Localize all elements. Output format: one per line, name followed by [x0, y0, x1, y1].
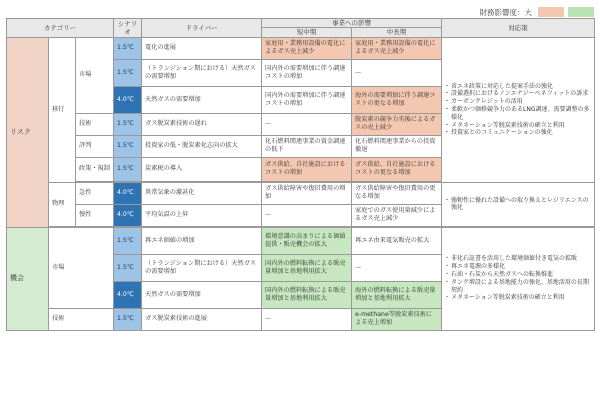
measure-item: ・ 投資家とのコミュニケーションの強化 [445, 129, 591, 137]
measures-transition [442, 37, 595, 182]
driver-cell: 炭素税の導入 [142, 157, 262, 181]
category-market: 市場 [76, 37, 114, 113]
impact-short-cell: 化石燃料関連事業の資金調達の低下 [262, 135, 352, 157]
impact-short-cell: 家庭用・業務用設備の電化によるガス売上減少 [262, 37, 352, 59]
header-short-mid: 短中期 [262, 28, 352, 37]
impact-short-cell: 国内外の需要増加に伴う調達コストの増加 [262, 59, 352, 86]
category-reputation: 評判 [76, 135, 114, 157]
measure-item: ・ 設備選択におけるノンエナジーベネフィットの訴求 [445, 90, 591, 98]
impact-long-cell: 脱炭素の競争力劣後によるガスの売上減少 [352, 113, 442, 135]
driver-cell: ガス脱炭素技術の遅れ [142, 113, 262, 135]
scenario-cell: 1.5℃ [114, 227, 142, 254]
impact-long-cell: 家庭でのガス使用量減少によるガス売上減少 [352, 204, 442, 226]
scenario-cell: 1.5℃ [114, 157, 142, 181]
measure-item: ・ メタネーション等脱炭素技術の確立と利用 [445, 122, 591, 130]
header-row-1 [7, 19, 595, 28]
scenario-cell: 1.5℃ [114, 37, 142, 59]
header-impact: 事業への影響 [262, 19, 442, 28]
header-scenario: シナリオ [114, 19, 142, 38]
driver-cell: 電化の進展 [142, 37, 262, 59]
impact-short-cell: — [262, 113, 352, 135]
category-tech: 技術 [76, 113, 114, 135]
driver-cell: ガス脱炭素技術の進展 [142, 308, 262, 330]
impact-long-cell: 化石燃料関連事業からの投資撤退 [352, 135, 442, 157]
measures-opportunity [442, 227, 595, 330]
impact-long-cell: 家庭用・業務用設備の電化によるガス売上減少 [352, 37, 442, 59]
measure-item: ・ 非化石証書を活用した環境価値付き電気の拡販 [445, 255, 591, 263]
driver-cell: 天然ガスの需要増加 [142, 86, 262, 113]
measure-item: ・ 石油・石炭から天然ガスへの転換推進 [445, 271, 591, 279]
impact-short-cell: 国内外の燃料転換による販売量増加と基地利用拡大 [262, 254, 352, 281]
impact-long-cell: e-methane等脱炭素技術による売上増加 [352, 308, 442, 330]
measure-item: ・ メタネーション等脱炭素技術の確立と利用 [445, 294, 591, 302]
driver-cell: 再エネ価値の増加 [142, 227, 262, 254]
driver-cell: 異常気象の激甚化 [142, 182, 262, 204]
scenario-cell: 1.5℃ [114, 308, 142, 330]
measure-item: ・ タンク増設による基地能力の強化、基地活用の長期契約 [445, 279, 591, 295]
impact-legend [480, 6, 595, 18]
driver-cell: （トランジション期における）天然ガスの需要増加 [142, 254, 262, 281]
table-row [7, 182, 595, 204]
impact-long-cell: ガス供給、自社施設におけるコストの更なる増加 [352, 157, 442, 181]
impact-long-cell: 再エネ由来電気販売の拡大 [352, 227, 442, 254]
category-risk: リスク [7, 37, 49, 227]
category-chronic: 慢性 [76, 204, 114, 226]
scenario-cell: 1.5℃ [114, 59, 142, 86]
impact-short-cell: 国内外の需要増加に伴う調達コストの増加 [262, 86, 352, 113]
category-opp-market: 市場 [49, 227, 114, 308]
scenario-cell: 4.0℃ [114, 86, 142, 113]
driver-cell: （トランジション期における）天然ガスの需要増加 [142, 59, 262, 86]
impact-short-cell: — [262, 204, 352, 226]
impact-long-cell: 海外の需要増加に伴う調達コストの更なる増加 [352, 86, 442, 113]
scenario-cell: 4.0℃ [114, 204, 142, 226]
scenario-cell: 1.5℃ [114, 113, 142, 135]
measure-item: ・ 再エネ電源の多様化 [445, 263, 591, 271]
category-opportunity: 機会 [7, 227, 49, 330]
legend-swatch-medium [568, 7, 594, 17]
impact-short-cell: ガス供給障害や復旧費用の増加 [262, 182, 352, 204]
table-row [7, 37, 595, 59]
header-measures: 対応策 [442, 19, 595, 38]
category-transition: 移行 [49, 37, 76, 182]
legend-label: 財務影響度：大 [479, 7, 532, 17]
impact-long-cell: — [352, 254, 442, 281]
header-category: カテゴリー [7, 19, 114, 38]
measures-physical [442, 182, 595, 226]
scenario-cell: 4.0℃ [114, 281, 142, 308]
header-mid-long: 中長期 [352, 28, 442, 37]
category-acute: 急性 [76, 182, 114, 204]
category-physical: 物理 [49, 182, 76, 226]
driver-cell: 平均気温の上昇 [142, 204, 262, 226]
impact-short-cell: ガス供給、自社施設におけるコストの増加 [262, 157, 352, 181]
climate-risk-table [6, 18, 595, 331]
category-policy: 政策・規制 [76, 157, 114, 181]
driver-cell: 天然ガスの需要増加 [142, 281, 262, 308]
scenario-cell: 1.5℃ [114, 135, 142, 157]
driver-cell: 投資家の低・脱炭素化志向の拡大 [142, 135, 262, 157]
measure-item: ・ 柔軟かつ価格競争力のあるLNG調達、需要調整の多様化 [445, 106, 591, 122]
legend-swatch-large [538, 7, 564, 17]
impact-long-cell: ガス供給障害や復旧費用の更なる増加 [352, 182, 442, 204]
impact-long-cell: 海外の燃料転換による販売量増加と基地利用拡大 [352, 281, 442, 308]
category-opp-tech: 技術 [49, 308, 114, 330]
measure-item: ・ カーボンクレジットの活用 [445, 98, 591, 106]
impact-short-cell: 環境意識の高まりによる価値提供・販売機会の拡大 [262, 227, 352, 254]
header-driver: ドライバー [142, 19, 262, 38]
scenario-cell: 1.5℃ [114, 254, 142, 281]
table-row [7, 227, 595, 254]
impact-short-cell: 国内外の燃料転換による販売量増加と基地利用拡大 [262, 281, 352, 308]
scenario-cell: 4.0℃ [114, 182, 142, 204]
measure-item: ・ 強靭性に優れた設備への取り換えとレジリエンスの強化 [445, 197, 591, 213]
impact-long-cell: — [352, 59, 442, 86]
impact-short-cell: — [262, 308, 352, 330]
measure-item: ・ 省エネ政策に対応した提案手法の強化 [445, 83, 591, 91]
